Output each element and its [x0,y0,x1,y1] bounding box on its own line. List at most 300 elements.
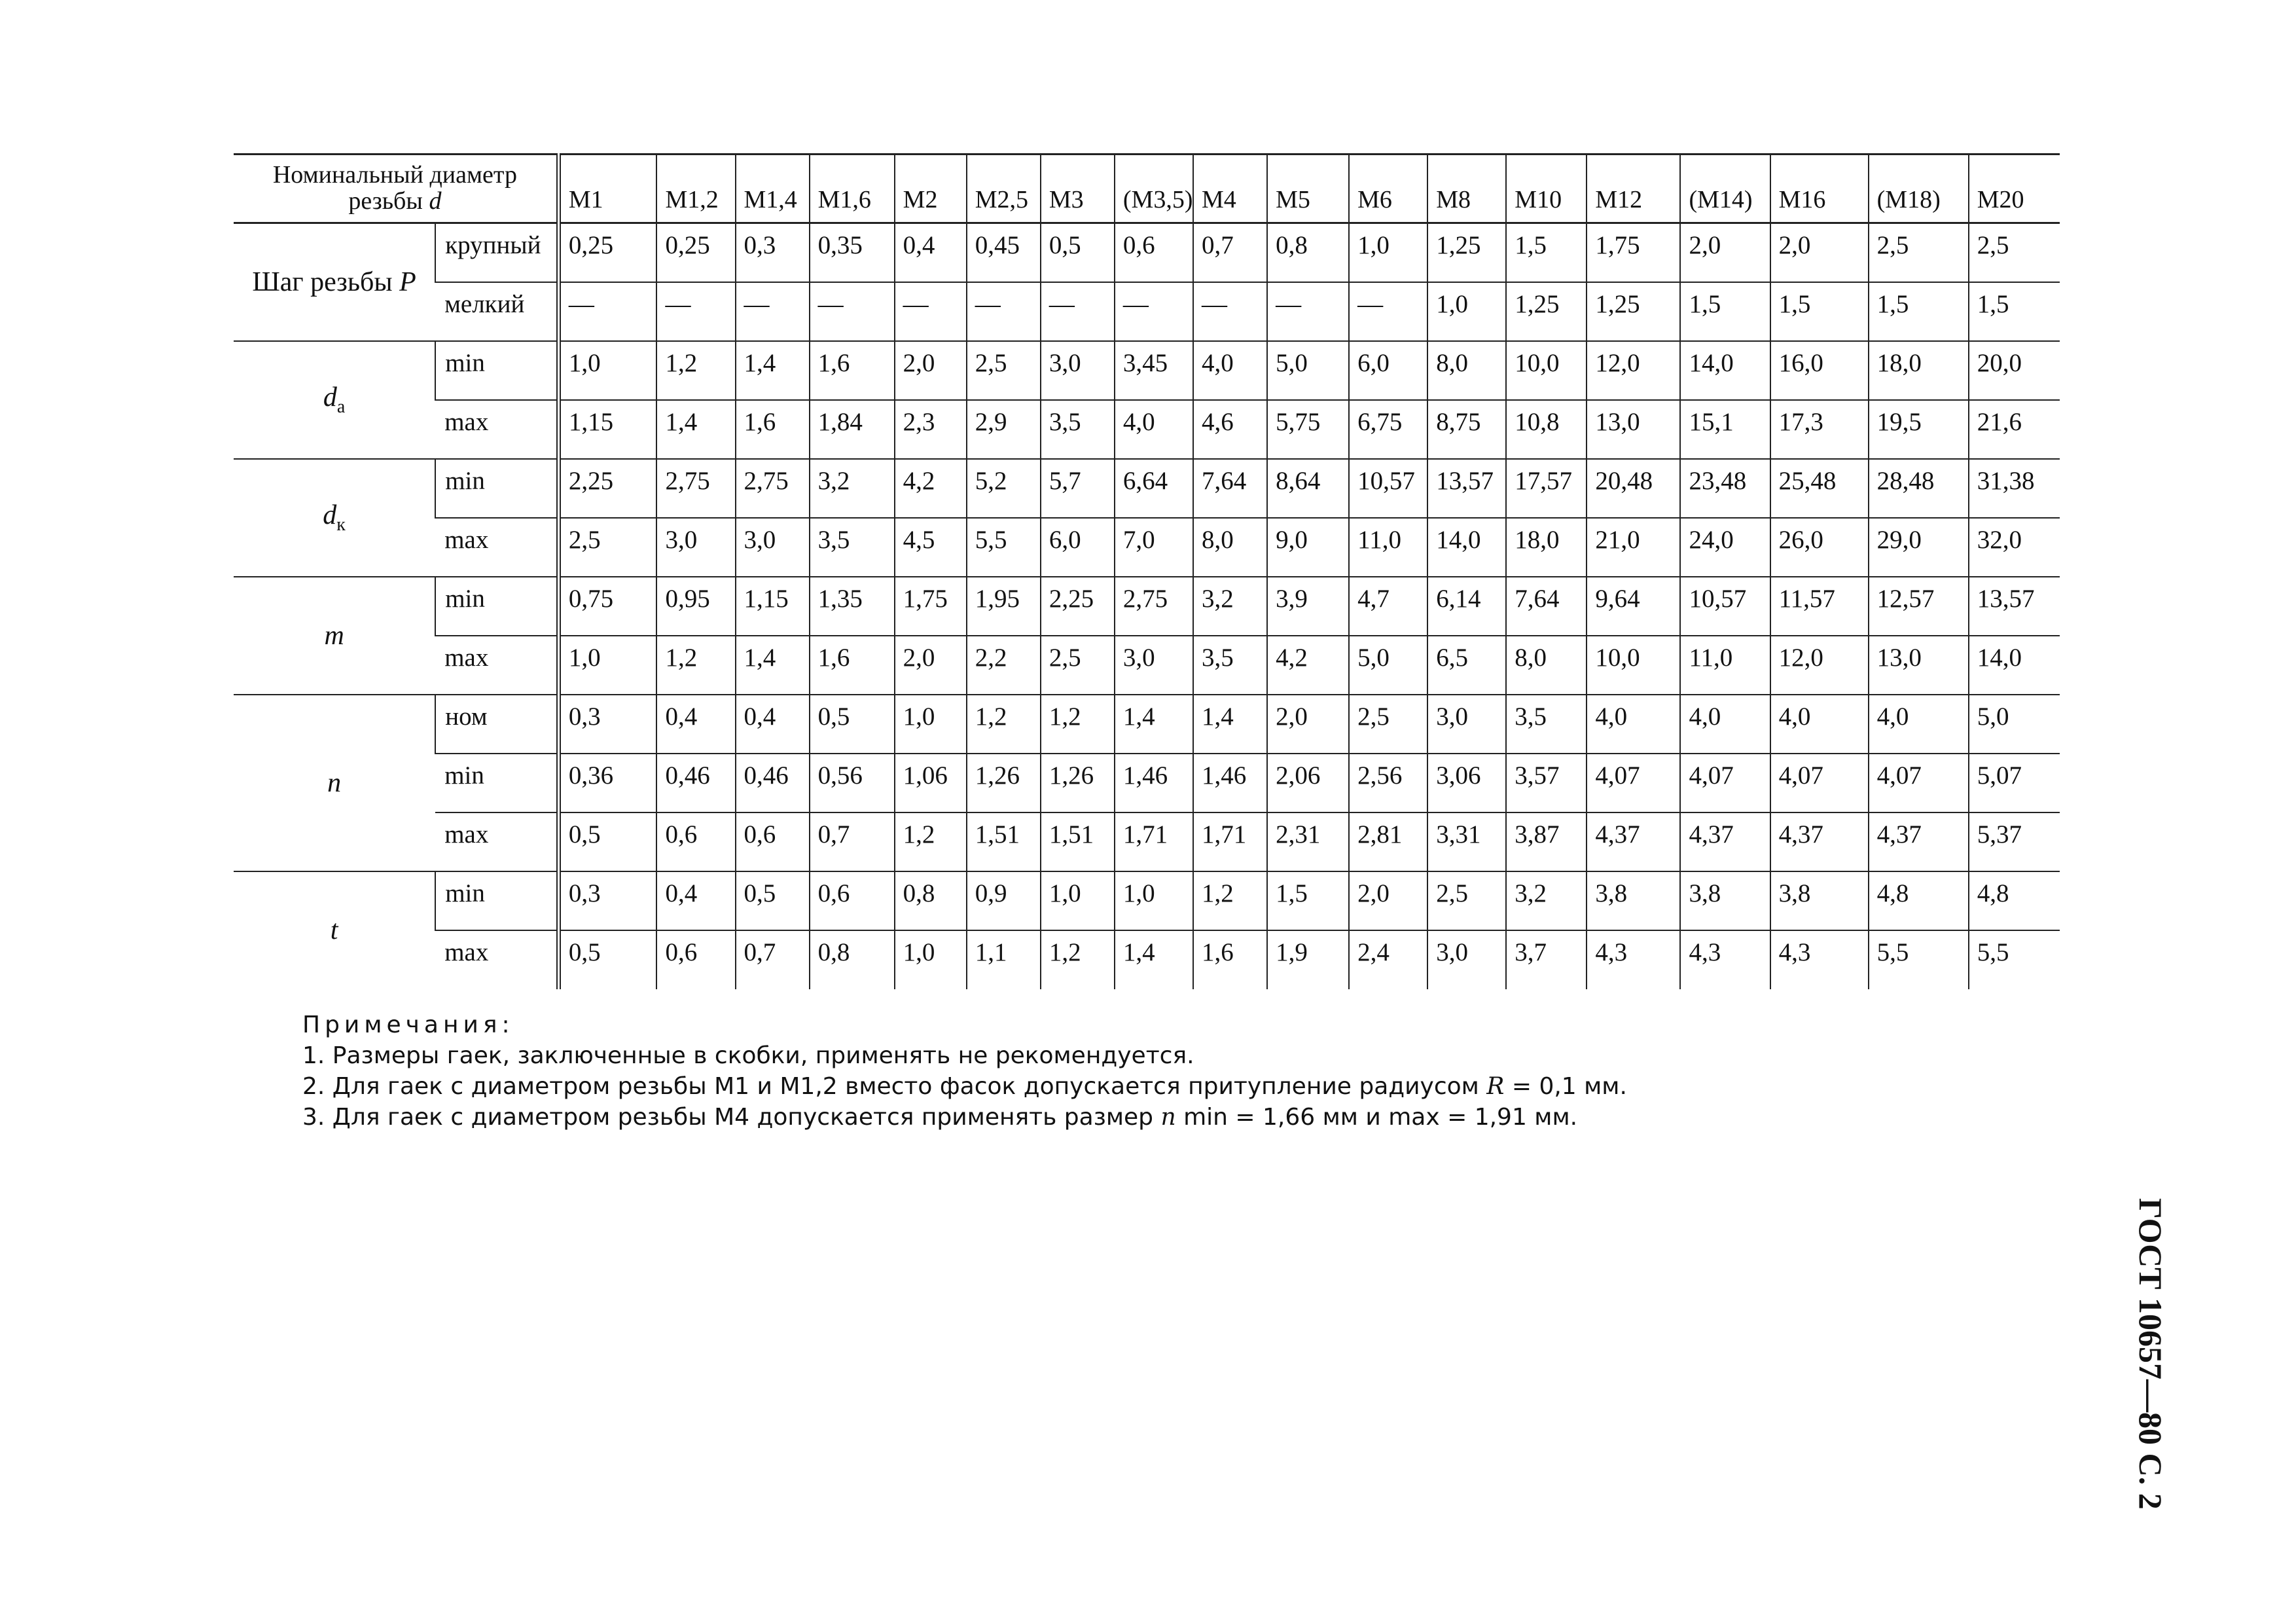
table-cell: 0,7 [810,812,895,871]
table-cell: 5,0 [1969,695,2060,754]
table-cell: 1,5 [1770,282,1869,341]
table-cell: 6,14 [1427,577,1506,636]
table-cell: 3,31 [1427,812,1506,871]
table-cell: 4,0 [1869,695,1969,754]
table-row [234,812,2060,871]
group-label-var: d [323,500,337,530]
table-cell: 2,0 [1770,223,1869,282]
table-row [234,695,2060,754]
table-cell: 1,84 [810,400,895,459]
table-cell: 0,5 [736,871,810,930]
table-cell: 4,0 [1770,695,1869,754]
table-cell: 1,2 [967,695,1041,754]
table-cell: 0,4 [656,871,735,930]
table-cell: 5,37 [1969,812,2060,871]
table-cell: 1,71 [1193,812,1267,871]
note-3: 3. Для гаек с диаметром резьбы М4 допускается применять размер n min = 1,66 мм и max = 1,91 мм. [302,1104,1578,1131]
table-row [234,577,2060,636]
column-header: М5 [1267,155,1349,223]
table-cell: 1,51 [967,812,1041,871]
table-cell: 5,7 [1041,459,1115,518]
table-cell: — [1349,282,1427,341]
table-cell: 5,5 [1969,930,2060,989]
table-cell: 0,4 [736,695,810,754]
table-cell: 1,6 [736,400,810,459]
row-sub-label: ном [435,695,558,754]
table-cell: 7,0 [1115,518,1193,577]
table-cell: 3,0 [1041,341,1115,400]
table-cell: 0,46 [736,754,810,812]
table-cell: 1,6 [1193,930,1267,989]
row-group-label [234,577,435,695]
table-cell: 4,8 [1969,871,2060,930]
column-header: М2 [895,155,967,223]
table-cell: 3,8 [1587,871,1680,930]
row-sub-label: min [435,754,558,812]
row-sub-label: крупный [435,223,558,282]
table-cell: 14,0 [1427,518,1506,577]
table-row [234,871,2060,930]
table-cell: 3,0 [1427,695,1506,754]
table-cell: 25,48 [1770,459,1869,518]
row-sub-label: max [435,518,558,577]
table-cell: 0,3 [736,223,810,282]
table-cell: 13,0 [1587,400,1680,459]
table-cell: 16,0 [1770,341,1869,400]
table-cell: 4,37 [1587,812,1680,871]
table-cell: 1,5 [1506,223,1587,282]
column-header: (М18) [1869,155,1969,223]
table-cell: 1,15 [558,400,656,459]
table-row [234,930,2060,989]
table-cell: 3,2 [1193,577,1267,636]
table-cell: 1,9 [1267,930,1349,989]
table-cell: 1,4 [1193,695,1267,754]
table-cell: 5,5 [967,518,1041,577]
group-label-var: n [327,767,342,798]
table-cell: — [1193,282,1267,341]
table-cell: — [1267,282,1349,341]
table-cell: 0,7 [736,930,810,989]
row-group-label [234,341,435,459]
table-cell: 6,0 [1349,341,1427,400]
page-header: ГОСТ 10657—80 С. 2 [2132,1198,2169,1510]
table-cell: 2,75 [736,459,810,518]
row-sub-label: max [435,400,558,459]
notes-block [302,1010,1627,1133]
table-row [234,518,2060,577]
row-group-label [234,459,435,577]
table-cell: 26,0 [1770,518,1869,577]
table-cell: 0,6 [1115,223,1193,282]
row-sub-label: max [435,930,558,989]
table-cell: 6,5 [1427,636,1506,695]
row-group-label [234,223,435,341]
table-cell: 14,0 [1680,341,1770,400]
table-cell: 3,06 [1427,754,1506,812]
table-body [234,155,2060,989]
table-cell: 0,46 [656,754,735,812]
table-cell: 2,5 [1869,223,1969,282]
table-cell: 3,8 [1770,871,1869,930]
table-cell: 2,5 [1041,636,1115,695]
table-cell: 5,0 [1349,636,1427,695]
table-cell: 32,0 [1969,518,2060,577]
row-sub-label: max [435,636,558,695]
table-cell: 5,07 [1969,754,2060,812]
table-cell: 3,5 [1506,695,1587,754]
group-label-var: P [399,266,416,297]
table-cell: 9,64 [1587,577,1680,636]
table-cell: 2,0 [1680,223,1770,282]
table-cell: 2,5 [1427,871,1506,930]
table-cell: — [558,282,656,341]
table-cell: 11,0 [1680,636,1770,695]
table-cell: — [736,282,810,341]
table-cell: 2,2 [967,636,1041,695]
table-cell: 1,25 [1506,282,1587,341]
table-cell: 4,07 [1680,754,1770,812]
column-header: М1,6 [810,155,895,223]
table-cell: 1,0 [558,636,656,695]
table-cell: 8,0 [1427,341,1506,400]
group-label-var: d [323,382,337,412]
dimensions-table [234,153,2060,989]
table-cell: 13,57 [1969,577,2060,636]
table-cell: 4,07 [1770,754,1869,812]
table-cell: 10,8 [1506,400,1587,459]
table-cell: 9,0 [1267,518,1349,577]
table-cell: 0,45 [967,223,1041,282]
note-2: 2. Для гаек с диаметром резьбы М1 и М1,2 вместо фасок допускается притупление радиусом R = 0,1 мм. [302,1073,1627,1100]
table-cell: 1,2 [656,636,735,695]
table-cell: 3,0 [1115,636,1193,695]
table-cell: 0,6 [656,930,735,989]
table-cell: 19,5 [1869,400,1969,459]
table-cell: 7,64 [1506,577,1587,636]
table-cell: 5,5 [1869,930,1969,989]
table-cell: 18,0 [1506,518,1587,577]
table-cell: 1,2 [1041,930,1115,989]
table-row [234,282,2060,341]
table-cell: 18,0 [1869,341,1969,400]
table-cell: 1,0 [1349,223,1427,282]
header-label [234,155,558,223]
table-cell: 29,0 [1869,518,1969,577]
table-cell: 2,75 [1115,577,1193,636]
table-cell: 4,07 [1869,754,1969,812]
group-label-text: Шаг резьбы [252,266,393,297]
group-label-subscript: к [336,515,346,535]
row-group-label [234,695,435,871]
table-cell: — [656,282,735,341]
row-sub-label: min [435,871,558,930]
group-label-subscript: а [336,397,346,417]
table-cell: 0,5 [558,930,656,989]
group-label-var: m [324,620,344,651]
table-cell: — [895,282,967,341]
table-cell: 15,1 [1680,400,1770,459]
table-cell: 0,9 [967,871,1041,930]
table-cell: 28,48 [1869,459,1969,518]
table-cell: 0,7 [1193,223,1267,282]
header-label-line1: Номинальный диаметр [272,161,517,189]
table-cell: 20,0 [1969,341,2060,400]
table-cell: 2,06 [1267,754,1349,812]
table-cell: 0,4 [895,223,967,282]
table-cell: 14,0 [1969,636,2060,695]
table-cell: 2,25 [1041,577,1115,636]
table-cell: 0,36 [558,754,656,812]
table-cell: 0,95 [656,577,735,636]
table-cell: 1,6 [810,636,895,695]
table-cell: 2,0 [895,341,967,400]
group-label-var: t [330,915,338,945]
table-cell: 11,57 [1770,577,1869,636]
table-cell: 1,26 [1041,754,1115,812]
table-cell: 4,8 [1869,871,1969,930]
table-cell: 1,6 [810,341,895,400]
table-cell: 12,0 [1587,341,1680,400]
table-cell: 4,07 [1587,754,1680,812]
table-row [234,223,2060,282]
table-cell: 4,0 [1193,341,1267,400]
table-row [234,341,2060,400]
table-cell: 4,3 [1770,930,1869,989]
table-cell: 0,25 [558,223,656,282]
column-header: М20 [1969,155,2060,223]
table-cell: 13,57 [1427,459,1506,518]
table-cell: 1,4 [736,636,810,695]
row-sub-label: max [435,812,558,871]
table-cell: 4,0 [1115,400,1193,459]
table-cell: 1,2 [656,341,735,400]
table-row [234,636,2060,695]
table-cell: 5,2 [967,459,1041,518]
table-cell: 3,0 [736,518,810,577]
table-cell: 4,6 [1193,400,1267,459]
table-cell: 1,26 [967,754,1041,812]
table-cell: 2,25 [558,459,656,518]
table-cell: 2,0 [1349,871,1427,930]
table-cell: 1,5 [1267,871,1349,930]
table-cell: 4,0 [1680,695,1770,754]
table-cell: 8,0 [1193,518,1267,577]
table-cell: 8,75 [1427,400,1506,459]
table-cell: 3,0 [1427,930,1506,989]
table-cell: 0,3 [558,695,656,754]
table-cell: 1,51 [1041,812,1115,871]
table-cell: 3,45 [1115,341,1193,400]
table-row [234,459,2060,518]
table-cell: 7,64 [1193,459,1267,518]
table-cell: 8,0 [1506,636,1587,695]
table-cell: 2,56 [1349,754,1427,812]
table-cell: 3,5 [1193,636,1267,695]
column-header: М16 [1770,155,1869,223]
table-cell: 4,37 [1869,812,1969,871]
table-cell: 1,15 [736,577,810,636]
note-1: 1. Размеры гаек, заключенные в скобки, применять не рекомендуется. [302,1042,1194,1069]
table-cell: 0,8 [895,871,967,930]
table-cell: 1,0 [1427,282,1506,341]
table-cell: 1,2 [895,812,967,871]
table-cell: 20,48 [1587,459,1680,518]
row-sub-label: min [435,577,558,636]
table-cell: 3,7 [1506,930,1587,989]
column-header: М2,5 [967,155,1041,223]
table-cell: 10,0 [1506,341,1587,400]
column-header: М3 [1041,155,1115,223]
table-row [234,754,2060,812]
table-cell: 1,5 [1680,282,1770,341]
column-header: М8 [1427,155,1506,223]
table-cell: 4,0 [1587,695,1680,754]
table-cell: 0,35 [810,223,895,282]
notes-title: Примечания: [302,1012,514,1038]
table-cell: 10,0 [1587,636,1680,695]
table-cell: 0,25 [656,223,735,282]
table-cell: 1,4 [1115,930,1193,989]
table-cell: 2,5 [558,518,656,577]
table-cell: 11,0 [1349,518,1427,577]
table-cell: 21,6 [1969,400,2060,459]
table-cell: 24,0 [1680,518,1770,577]
table-cell: 6,75 [1349,400,1427,459]
header-label-var: d [429,187,442,215]
table-cell: 0,75 [558,577,656,636]
row-sub-label: min [435,341,558,400]
table-cell: — [1115,282,1193,341]
column-header: М1 [558,155,656,223]
column-header: (М14) [1680,155,1770,223]
table-cell: 2,31 [1267,812,1349,871]
table-cell: 1,0 [895,695,967,754]
table-cell: 1,75 [1587,223,1680,282]
table-cell: 1,4 [736,341,810,400]
table-cell: 0,4 [656,695,735,754]
table-cell: — [810,282,895,341]
table-cell: 3,5 [810,518,895,577]
table-cell: 2,0 [895,636,967,695]
table-cell: 3,87 [1506,812,1587,871]
table-cell: 23,48 [1680,459,1770,518]
table-cell: 0,5 [1041,223,1115,282]
table-cell: 13,0 [1869,636,1969,695]
row-group-label [234,871,435,989]
table-cell: 2,4 [1349,930,1427,989]
table-row [234,400,2060,459]
table-cell: 3,57 [1506,754,1587,812]
table-cell: 1,0 [558,341,656,400]
header-label-text: резьбы [348,187,423,215]
table-cell: 2,3 [895,400,967,459]
table-cell: 2,5 [1969,223,2060,282]
table-cell: 1,06 [895,754,967,812]
row-sub-label: min [435,459,558,518]
table-cell: 2,5 [1349,695,1427,754]
table-cell: 4,7 [1349,577,1427,636]
table-cell: 6,0 [1041,518,1115,577]
table-cell: 4,3 [1680,930,1770,989]
table-cell: 4,37 [1770,812,1869,871]
table-cell: 31,38 [1969,459,2060,518]
table-cell: 2,81 [1349,812,1427,871]
table-cell: 1,25 [1427,223,1506,282]
table-cell: — [1041,282,1115,341]
table-cell: 0,5 [810,695,895,754]
table-cell: 10,57 [1349,459,1427,518]
table-cell: — [967,282,1041,341]
row-sub-label: мелкий [435,282,558,341]
table-cell: 0,6 [810,871,895,930]
table-cell: 0,5 [558,812,656,871]
table-cell: 3,9 [1267,577,1349,636]
table-cell: 4,37 [1680,812,1770,871]
table-cell: 1,35 [810,577,895,636]
table-header-row [234,155,2060,223]
table-cell: 0,8 [810,930,895,989]
table-cell: 1,95 [967,577,1041,636]
table-cell: 17,57 [1506,459,1587,518]
column-header: М6 [1349,155,1427,223]
table-cell: 1,46 [1193,754,1267,812]
table-cell: 6,64 [1115,459,1193,518]
table-cell: 1,2 [1193,871,1267,930]
table-cell: 1,1 [967,930,1041,989]
table-cell: 17,3 [1770,400,1869,459]
table-cell: 1,0 [1041,871,1115,930]
column-header: (М3,5) [1115,155,1193,223]
table-cell: 2,9 [967,400,1041,459]
table-cell: 0,56 [810,754,895,812]
table-cell: 0,6 [736,812,810,871]
table-cell: 12,57 [1869,577,1969,636]
table-cell: 0,3 [558,871,656,930]
table-cell: 4,3 [1587,930,1680,989]
table-cell: 1,46 [1115,754,1193,812]
column-header: М1,2 [656,155,735,223]
table-cell: 2,75 [656,459,735,518]
table-cell: 5,0 [1267,341,1349,400]
table-cell: 4,5 [895,518,967,577]
table-cell: 3,2 [810,459,895,518]
header-label-line2 [239,188,551,214]
table-cell: 21,0 [1587,518,1680,577]
column-header: М10 [1506,155,1587,223]
table-cell: 5,75 [1267,400,1349,459]
table-cell: 1,2 [1041,695,1115,754]
table-cell: 4,2 [1267,636,1349,695]
table-cell: 1,5 [1969,282,2060,341]
column-header: М1,4 [736,155,810,223]
table-cell: 8,64 [1267,459,1349,518]
table-cell: 12,0 [1770,636,1869,695]
table-cell: 1,0 [1115,871,1193,930]
table-cell: 3,8 [1680,871,1770,930]
column-header: М4 [1193,155,1267,223]
table-cell: 0,8 [1267,223,1349,282]
table-cell: 4,2 [895,459,967,518]
table-cell: 1,4 [656,400,735,459]
table-cell: 1,71 [1115,812,1193,871]
table-cell: 10,57 [1680,577,1770,636]
table-cell: 1,4 [1115,695,1193,754]
table-cell: 3,2 [1506,871,1587,930]
column-header: М12 [1587,155,1680,223]
table-cell: 1,0 [895,930,967,989]
table-cell: 1,75 [895,577,967,636]
